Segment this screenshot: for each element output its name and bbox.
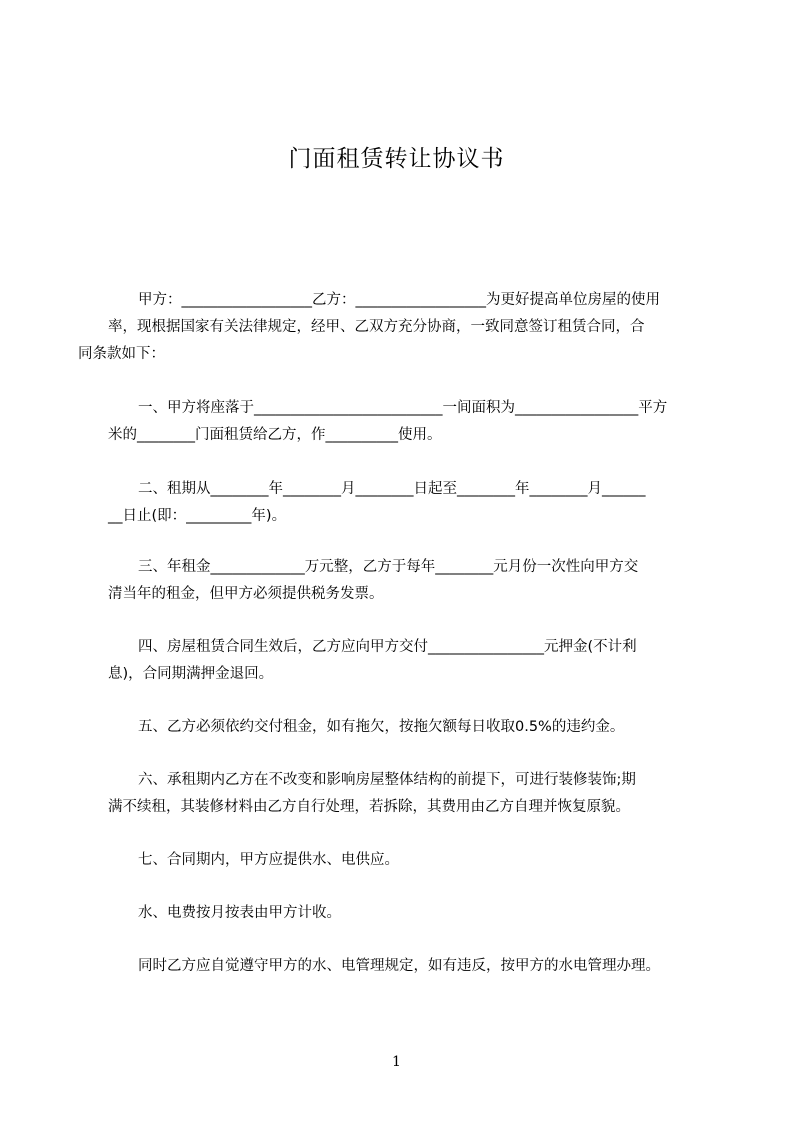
paragraph-line: 一、甲方将座落于__________________________一间面积为_________________平方 <box>138 400 668 416</box>
clause-7b-paragraph <box>108 900 702 927</box>
paragraph-line: 率，现根据国家有关法律规定，经甲、乙双方充分协商，一致同意签订租赁合同，合 <box>108 319 645 335</box>
paragraph-line: 清当年的租金，但甲方必须提供税务发票。 <box>108 586 384 602</box>
paragraph-line: 满不续租，其装修材料由乙方自行处理，若拆除，其费用由乙方自理并恢复原貌。 <box>108 799 630 815</box>
paragraph-line: __日止(即：_________年)。 <box>108 508 287 524</box>
paragraph-line: 二、租期从________年________月________日起至________年________月______ <box>138 481 646 497</box>
paragraph-line: 甲方：__________________乙方：__________________为更好提高单位房屋的使用 <box>138 292 660 308</box>
paragraph-line: 息)，合同期满押金退回。 <box>108 666 274 682</box>
clause-6-paragraph <box>108 767 702 821</box>
paragraph-line: 米的________门面租赁给乙方，作__________使用。 <box>108 427 442 443</box>
paragraph-line: 同条款如下： <box>78 346 165 362</box>
document-title: 门面租赁转让协议书 <box>288 146 505 172</box>
clause-1-paragraph <box>108 395 702 449</box>
clause-4-paragraph <box>108 634 702 688</box>
clause-3-paragraph <box>108 554 702 608</box>
paragraph-line: 同时乙方应自觉遵守甲方的水、电管理规定，如有违反，按甲方的水电管理办理。 <box>138 958 660 974</box>
paragraph-line: 四、房屋租赁合同生效后，乙方应向甲方交付________________元押金(不计利 <box>138 639 637 655</box>
paragraph-line: 七、合同期内，甲方应提供水、电供应。 <box>138 852 399 868</box>
paragraph-line: 水、电费按月按表由甲方计收。 <box>138 905 341 921</box>
clause-2-paragraph <box>108 476 702 530</box>
preamble-paragraph <box>78 287 702 368</box>
paragraph-line: 五、乙方必须依约交付租金，如有拖欠，按拖欠额每日收取0.5%的违约金。 <box>138 719 625 735</box>
clause-7c-paragraph <box>108 953 702 980</box>
clause-7-paragraph <box>108 847 702 874</box>
paragraph-line: 六、承租期内乙方在不改变和影响房屋整体结构的前提下，可进行装修装饰;期 <box>138 772 636 788</box>
page-number: 1 <box>392 1054 401 1070</box>
clause-5-paragraph <box>108 714 702 741</box>
paragraph-line: 三、年租金_____________万元整，乙方于每年________元月份一次性向甲方交 <box>138 559 639 575</box>
